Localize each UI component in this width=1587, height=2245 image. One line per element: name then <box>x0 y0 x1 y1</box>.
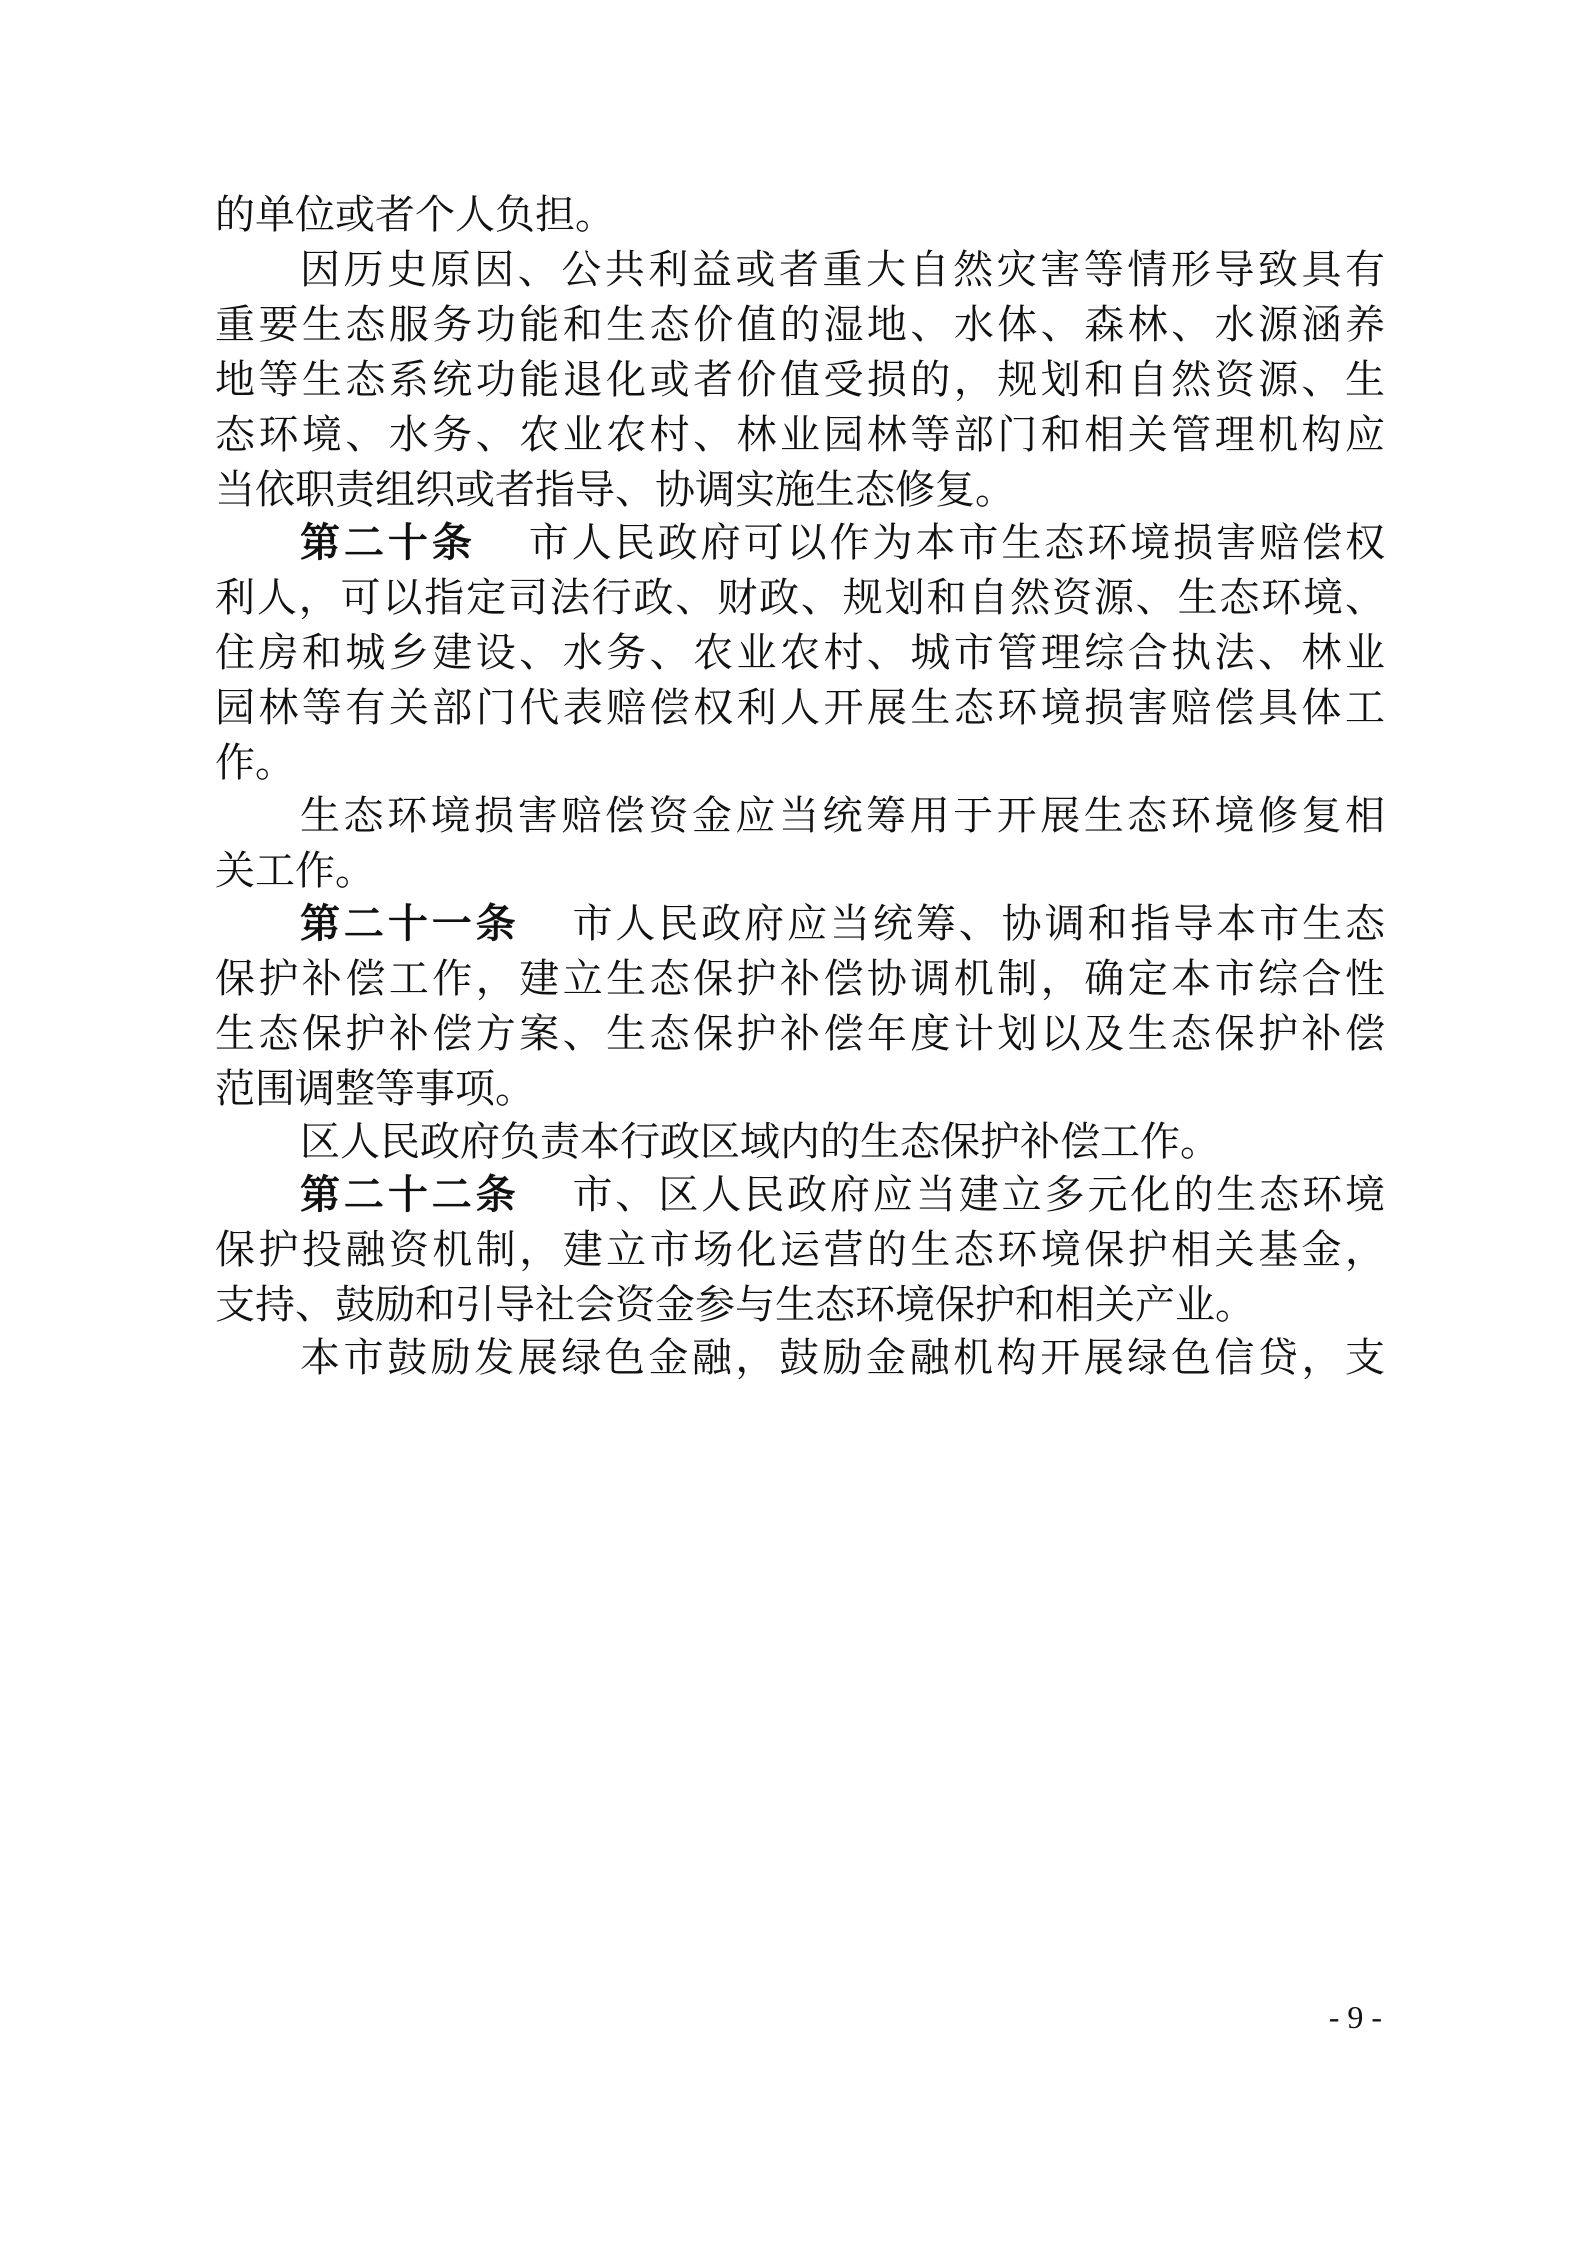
text-line: 因历史原因、公共利益或者重大自然灾害等情形导致具有 <box>300 247 1385 293</box>
text-line: 重要生态服务功能和生态价值的湿地、水体、森林、水源涵养 <box>215 302 1385 348</box>
text-line: 本市鼓励发展绿色金融，鼓励金融机构开展绿色信贷，支 <box>300 1335 1385 1381</box>
article-heading: 第二十一条 <box>300 901 520 947</box>
text-line: 关工作。 <box>215 848 375 894</box>
text-line: 住房和城乡建设、水务、农业农村、城市管理综合执法、林业 <box>215 630 1385 676</box>
text-line: 生态保护补偿方案、生态保护补偿年度计划以及生态保护补偿 <box>215 1011 1385 1057</box>
text-line: 态环境、水务、农业农村、林业园林等部门和相关管理机构应 <box>215 412 1385 458</box>
text-line: 作。 <box>215 740 295 786</box>
text-run: 市人民政府应当统筹、协调和指导本市生态 <box>569 901 1385 947</box>
text-line: 保护补偿工作，建立生态保护补偿协调机制，确定本市综合性 <box>215 956 1385 1002</box>
text-line: 保护投融资机制，建立市场化运营的生态环境保护相关基金， <box>215 1227 1385 1273</box>
text-line: 生态环境损害赔偿资金应当统筹用于开展生态环境修复相 <box>300 793 1385 839</box>
text-line: 当依职责组织或者指导、协调实施生态修复。 <box>215 467 1015 513</box>
text-line: 园林等有关部门代表赔偿权利人开展生态环境损害赔偿具体工 <box>215 685 1385 731</box>
page-number: - 9 - <box>1328 1999 1382 2035</box>
article-heading: 第二十条 <box>300 520 476 566</box>
text-line: 的单位或者个人负担。 <box>215 192 615 238</box>
text-line: 范围调整等事项。 <box>215 1066 535 1112</box>
text-line: 区人民政府负责本行政区域内的生态保护补偿工作。 <box>300 1119 1220 1165</box>
text-line: 地等生态系统功能退化或者价值受损的，规划和自然资源、生 <box>215 357 1385 403</box>
text-line: 利人，可以指定司法行政、财政、规划和自然资源、生态环境、 <box>215 575 1385 621</box>
article-heading: 第二十二条 <box>300 1172 520 1218</box>
text-run: 市、区人民政府应当建立多元化的生态环境 <box>569 1172 1385 1218</box>
text-line: 支持、鼓励和引导社会资金参与生态环境保护和相关产业。 <box>215 1282 1255 1328</box>
text-run: 市人民政府可以作为本市生态环境损害赔偿权 <box>525 520 1385 566</box>
